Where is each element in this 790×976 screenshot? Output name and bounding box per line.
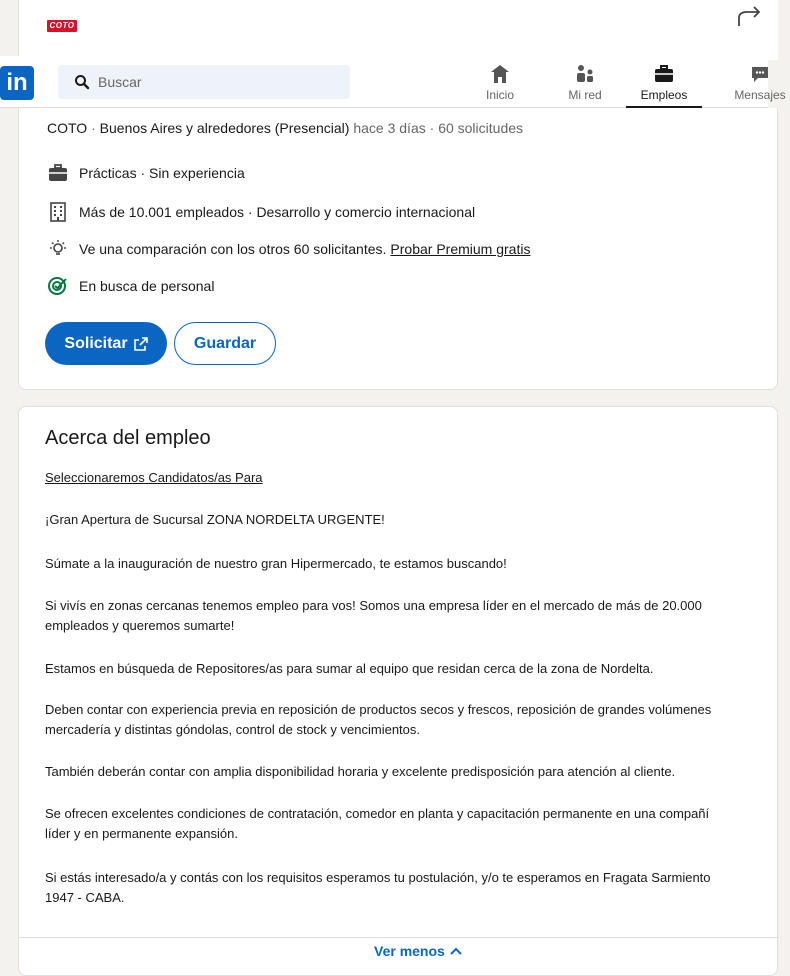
apply-button-label: Solicitar — [64, 334, 128, 352]
messaging-icon — [748, 62, 772, 86]
description-line: También deberán contar con amplia disponibilidad horaria y excelente predisposición para atención al cliente. — [45, 764, 676, 779]
briefcase-icon — [652, 62, 676, 86]
nav-label-messaging: Mensajes — [734, 88, 786, 102]
description-line: 1947 - CABA. — [45, 890, 125, 905]
save-button[interactable]: Guardar — [174, 322, 276, 365]
posted-time: hace 3 días — [353, 120, 426, 136]
description-paragraph — [45, 868, 785, 908]
home-icon — [488, 62, 512, 86]
meta-separator: · — [429, 120, 435, 136]
target-check-icon — [47, 276, 69, 296]
premium-row — [47, 239, 530, 259]
meta-separator: · — [91, 120, 96, 136]
description-line: líder y en permanente expansión. — [45, 826, 238, 841]
nav-label-home: Inicio — [485, 88, 514, 102]
nav-item-home[interactable] — [478, 62, 522, 108]
company-name-link[interactable]: COTO — [47, 120, 88, 136]
nav-label-jobs: Empleos — [640, 88, 688, 102]
top-navbar — [0, 56, 786, 108]
description-paragraph — [45, 700, 785, 740]
description-line: Súmate a la inauguración de nuestro gran Hipermercado, te estamos buscando! — [45, 556, 507, 571]
applicant-count: 60 solicitudes — [438, 120, 524, 136]
description-paragraph — [45, 596, 785, 636]
description-paragraph — [45, 510, 785, 530]
description-line: mercadería y distintas góndolas, control de stock y vencimientos. — [45, 722, 421, 737]
briefcase-icon — [47, 163, 69, 183]
search-icon — [74, 74, 90, 90]
description-paragraph — [45, 804, 785, 844]
description-line: Se ofrecen excelentes condiciones de contratación, comedor en planta y capacitación permanente en una compañí — [45, 806, 710, 821]
job-location: Buenos Aires y alrededores (Presencial) — [99, 120, 350, 136]
description-line: Deben contar con experiencia previa en reposición de productos secos y frescos, reposición de grandes volúmenes — [45, 702, 712, 717]
description-line: Estamos en búsqueda de Repositores/as para sumar al equipo que residan cerca de la zona de Nordelta. — [45, 661, 654, 676]
hiring-status: En busca de personal — [79, 278, 215, 294]
about-title: Acerca del empleo — [45, 427, 211, 449]
search-bar[interactable] — [58, 65, 350, 99]
company-size-row — [47, 202, 475, 222]
company-size: Más de 10.001 empleados · Desarrollo y comercio internacional — [79, 204, 476, 220]
description-paragraph — [45, 762, 785, 782]
see-less-button[interactable] — [374, 943, 463, 959]
share-icon[interactable] — [735, 0, 765, 28]
description-line: ¡Gran Apertura de Sucursal ZONA NORDELTA URGENTE! — [45, 512, 385, 527]
description-paragraph — [45, 659, 785, 679]
job-type-row — [47, 163, 245, 183]
premium-link[interactable]: Probar Premium gratis — [390, 241, 531, 257]
hiring-row — [47, 276, 214, 296]
description-line: Si estás interesado/a y contás con los requisitos esperamos tu postulación, y/o te esperamos en Fragata Sarmiento — [45, 870, 711, 885]
divider — [19, 937, 779, 938]
search-input[interactable] — [98, 65, 338, 99]
description-line: Si vivís en zonas cercanas tenemos empleo para vos! Somos una empresa líder en el mercado de más de 20.000 — [45, 598, 702, 613]
about-job-card — [18, 406, 778, 976]
job-meta-line — [47, 120, 523, 136]
premium-text: Ve una comparación con los otros 60 solicitantes. — [79, 241, 387, 257]
about-subtitle: Seleccionaremos Candidatos/as Para — [45, 470, 263, 485]
external-link-icon — [134, 337, 148, 351]
nav-item-jobs[interactable] — [626, 62, 702, 108]
see-less-label: Ver menos — [374, 943, 445, 959]
chevron-up-icon — [449, 946, 463, 956]
company-header — [18, 0, 778, 60]
network-icon — [573, 62, 597, 86]
nav-item-messaging[interactable] — [730, 62, 790, 108]
nav-label-network: Mi red — [568, 88, 602, 102]
job-type: Prácticas · Sin experiencia — [79, 165, 245, 181]
linkedin-logo-icon[interactable]: in — [0, 66, 34, 100]
description-paragraph — [45, 554, 785, 574]
nav-item-network[interactable] — [562, 62, 608, 108]
description-line: empleados y queremos sumarte! — [45, 618, 235, 633]
company-logo[interactable]: COTO — [47, 20, 77, 32]
lightbulb-icon — [47, 239, 69, 259]
job-details-card — [18, 108, 778, 390]
apply-button[interactable] — [45, 322, 167, 365]
building-icon — [47, 202, 69, 222]
